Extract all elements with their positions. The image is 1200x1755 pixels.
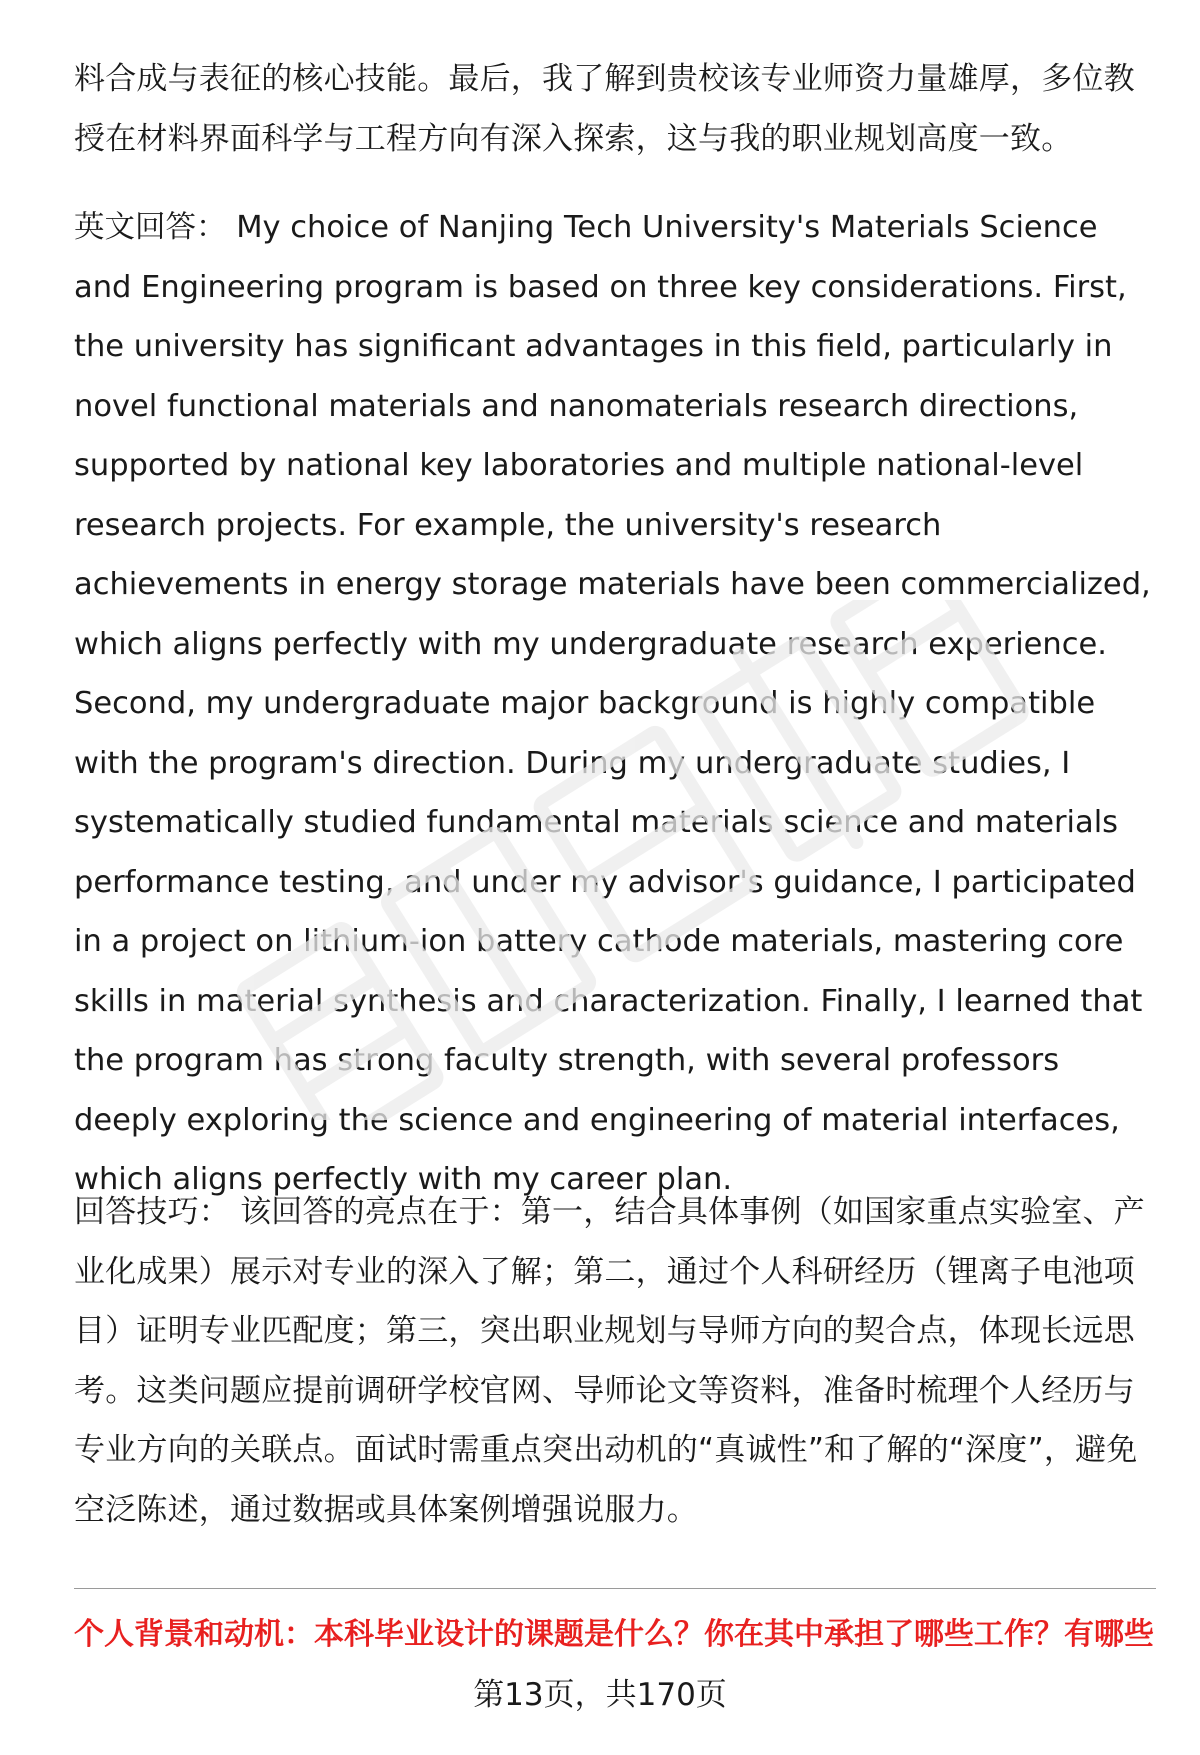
answer-tips-text: 该回答的亮点在于：第一，结合具体事例（如国家重点实验室、产业化成果）展示对专业的深入了解；第二，通过个人科研经历（锂离子电池项目）证明专业匹配度；第三，突出职业规划与导师方向的契合点，体现长远思考。这类问题应提前调研学校官网、导师论文等资料，准备时梳理个人经历与专业方向的关联点。面试时需重点突出动机的“真诚性”和了解的“深度”，避免空泛陈述，通过数据或具体案例增强说服力。 [74, 1194, 1145, 1528]
page-number: 第13页，共170页 [473, 1677, 727, 1713]
paragraph-intro-continued [74, 50, 1162, 169]
english-answer-label: 英文回答： [74, 210, 227, 245]
intro-continued-text: 料合成与表征的核心技能。最后，我了解到贵校该专业师资力量雄厚，多位教授在材料界面科学与工程方向有深入探索，这与我的职业规划高度一致。 [74, 61, 1135, 157]
section-divider [74, 1588, 1156, 1589]
paragraph-answer-tips [74, 1183, 1162, 1540]
answer-tips-label: 回答技巧： [74, 1194, 230, 1230]
paragraph-english-answer [74, 198, 1162, 1210]
english-answer-text: My choice of Nanjing Tech University's Materials Science and Engineering program is based on three key considerations. First, the university has significant advantages in this field, particularly in novel functional materials and nanomaterials research directions, supported by national key laboratories and multiple national-level research projects. For example, the university's research achievements in energy storage materials have been commercialized, which aligns perfectly with my undergraduate research experience. Second, my undergraduate major background is highly compatible with the program's direction. During my undergraduate studies, I systematically studied fundamental materials science and materials performance testing, and under my advisor's guidance, I participated in a project on lithium-ion battery cathode materials, mastering core skills in material synthesis and characterization. Finally, I learned that the program has strong faculty strength, with several professors deeply exploring the science and engineering of material interfaces, which aligns perfectly with my career plan. [74, 210, 1151, 1197]
next-question-heading: 个人背景和动机：本科毕业设计的课题是什么？你在其中承担了哪些工作？有哪些 [74, 1617, 1154, 1652]
